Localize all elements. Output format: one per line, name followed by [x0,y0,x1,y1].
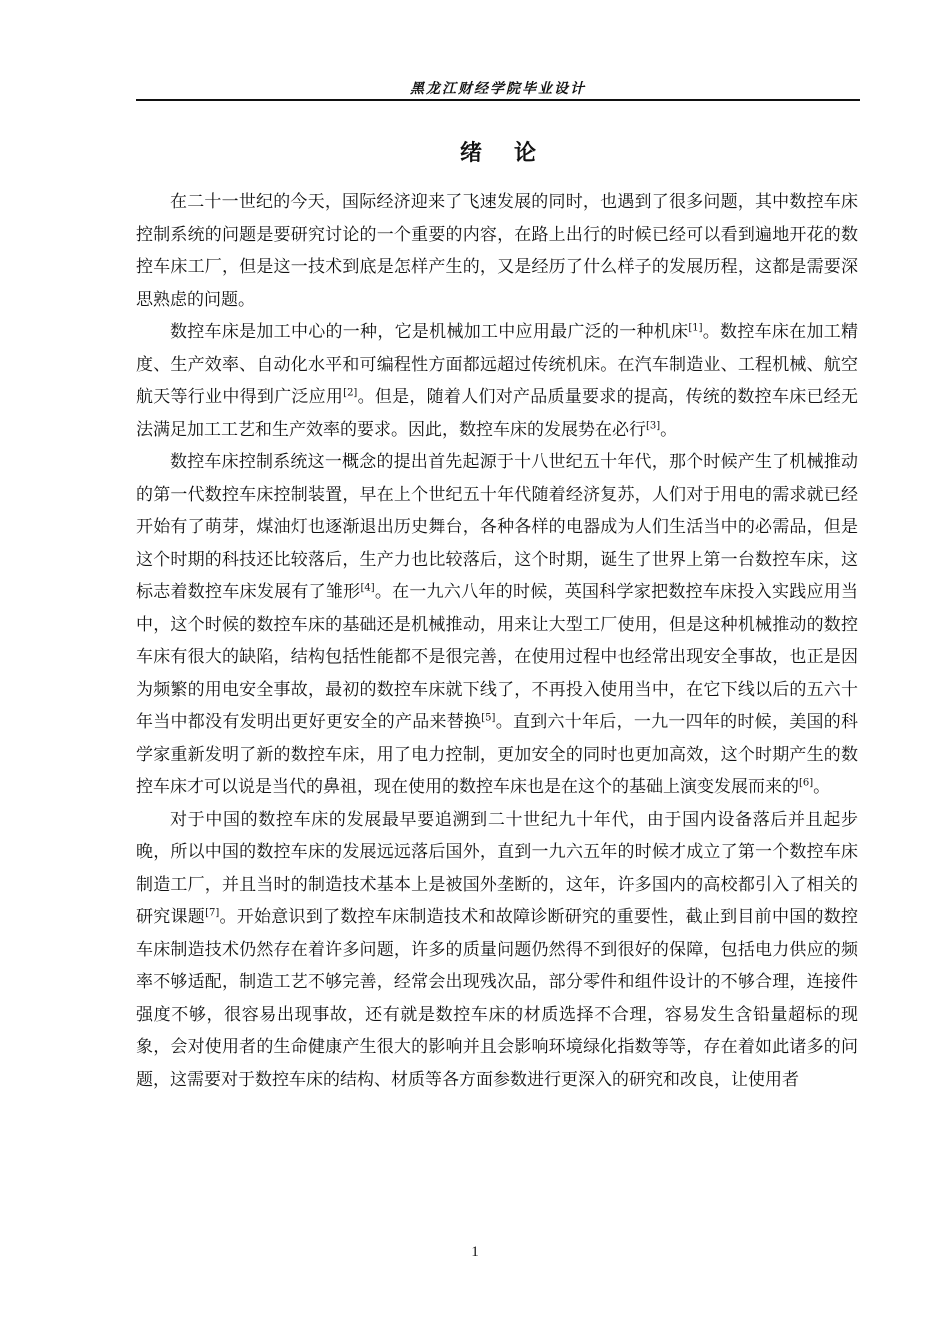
header-rule [136,99,860,101]
citation-ref: [3] [646,419,661,431]
paragraph [136,316,858,446]
citation-ref: [1] [688,322,703,334]
paragraph [136,804,858,1097]
paragraph-text: 。直到六十年后，一九一四年的时候，美国的科学家重新发明了新的数控车床，用了电力控制，更加安全的同时也更加高效，这个时期产生的数控车床才可以说是当代的鼻祖，现在使用的数控车床也是在这个的基础上演变发展而来的 [136,712,858,797]
paragraph-text: 数控车床控制系统这一概念的提出首先起源于十八世纪五十年代，那个时候产生了机械推动的第一代数控车床控制装置，早在上个世纪五十年代随着经济复苏，人们对于用电的需求就已经开始有了萌芽，煤油灯也逐渐退出历史舞台，各种各样的电器成为人们生活当中的必需品，但是这个时期的科技还比较落后，生产力也比较落后，这个时期，诞生了世界上第一台数控车床，这标志着数控车床发展有了雏形 [136,452,858,602]
paragraph-text: 。 [813,777,831,797]
page-number: 1 [471,1244,479,1260]
citation-ref: [2] [343,387,358,399]
citation-ref: [7] [205,907,220,919]
paragraph [136,446,858,804]
paragraph-text: 对于中国的数控车床的发展最早要追溯到二十世纪九十年代，由于国内设备落后并且起步晚，所以中国的数控车床的发展远远落后国外，直到一九六五年的时候才成立了第一个数控车床制造工厂，并且当时的制造技术基本上是被国外垄断的，这年，许多国内的高校都引入了相关的研究课题 [136,809,858,927]
citation-ref: [6] [799,777,814,789]
paragraph-text: 。数控车床在加工精度、生产效率、自动化水平和可编程性方面都远超过传统机床。在汽车制造业、工程机械、航空航天等行业中得到广泛应用 [136,322,858,407]
body-text [136,186,858,1096]
citation-ref: [4] [360,582,375,594]
paragraph-text: 在二十一世纪的今天，国际经济迎来了飞速发展的同时，也遇到了很多问题，其中数控车床控制系统的问题是要研究讨论的一个重要的内容，在路上出行的时候已经可以看到遍地开花的数控车床工厂，但是这一技术到底是怎样产生的，又是经历了什么样子的发展历程，这都是需要深思熟虑的问题。 [136,192,858,310]
paragraph-text: 。开始意识到了数控车床制造技术和故障诊断研究的重要性，截止到目前中国的数控车床制造技术仍然存在着许多问题，许多的质量问题仍然得不到很好的保障，包括电力供应的频率不够适配，制造工艺不够完善，经常会出现残次品，部分零件和组件设计的不够合理，连接件强度不够，很容易出现事故，还有就是数控车床的材质选择不合理，容易发生含铅量超标的现象，会对使用者的生命健康产生很大的影响并且会影响环境绿化指数等等，存在着如此诸多的问题，这需要对于数控车床的结构、材质等各方面参数进行更深入的研究和改良，让使用者 [136,907,859,1090]
paragraph-text: 。在一九六八年的时候，英国科学家把数控车床投入实践应用当中，这个时候的数控车床的基础还是机械推动，用来让大型工厂使用，但是这种机械推动的数控车床有很大的缺陷，结构包括性能都不是很完善，在使用过程中也经常出现安全事故，也正是因为频繁的用电安全事故，最初的数控车床就下线了，不再投入使用当中，在它下线以后的五六十年当中都没有发明出更好更安全的产品来替换 [136,582,859,732]
paragraph-text: 数控车床是加工中心的一种，它是机械加工中应用最广泛的一种机床 [170,322,689,342]
paragraph-text: 。但是，随着人们对产品质量要求的提高，传统的数控车床已经无法满足加工工艺和生产效率的要求。因此，数控车床的发展势在必行 [136,387,859,440]
paragraph [136,186,858,316]
citation-ref: [5] [481,712,496,724]
page-header: 黑龙江财经学院毕业设计 [410,81,586,97]
paragraph-text: 。 [660,419,678,440]
section-title: 绪论 [459,141,568,166]
